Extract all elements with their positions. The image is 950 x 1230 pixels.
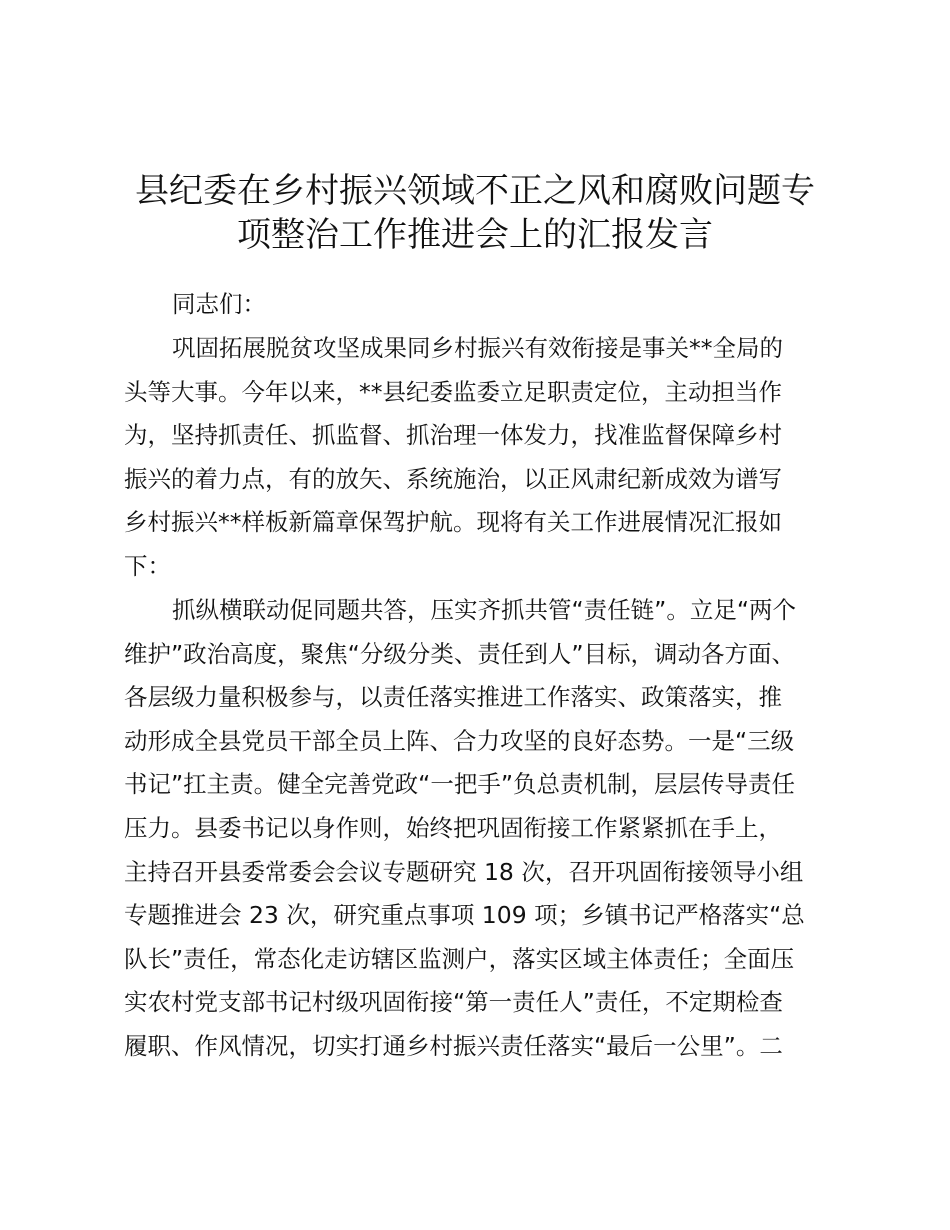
paragraph-line: 压力。县委书记以身作则，始终把巩固衔接工作紧紧抓在手上， bbox=[124, 813, 782, 842]
paragraph-line: 各层级力量积极参与，以责任落实推进工作落实、政策落实，推 bbox=[124, 683, 782, 712]
paragraph-1 bbox=[124, 327, 836, 589]
greeting: 同志们： bbox=[172, 290, 266, 318]
paragraph-2 bbox=[124, 589, 836, 1069]
paragraph-line: 动形成全县党员干部全员上阵、合力攻坚的良好态势。一是“三级 bbox=[124, 726, 795, 755]
document-title bbox=[110, 168, 840, 255]
title-line: 项整治工作推进会上的汇报发言 bbox=[237, 214, 713, 255]
paragraph-line: 乡村振兴**样板新篇章保驾护航。现将有关工作进展情况汇报如 bbox=[124, 508, 782, 537]
paragraph-line: 为，坚持抓责任、抓监督、抓治理一体发力，找准监督保障乡村 bbox=[124, 421, 782, 450]
paragraph-line: 下： bbox=[124, 551, 171, 580]
paragraph-line: 队长”责任，常态化走访辖区监测户，落实区域主体责任；全面压 bbox=[124, 944, 795, 973]
paragraph-line: 头等大事。今年以来，**县纪委监委立足职责定位，主动担当作 bbox=[124, 377, 782, 406]
paragraph-line: 主持召开县委常委会会议专题研究 18 次，召开巩固衔接领导小组 bbox=[124, 857, 804, 886]
paragraph-line: 履职、作风情况，切实打通乡村振兴责任落实“最后一公里”。二 bbox=[124, 1031, 783, 1060]
paragraph-line: 巩固拓展脱贫攻坚成果同乡村振兴有效衔接是事关**全局的 bbox=[172, 334, 783, 362]
paragraph-line: 维护”政治高度，聚焦“分级分类、责任到人”目标，调动各方面、 bbox=[124, 639, 796, 668]
paragraph-line: 实农村党支部书记村级巩固衔接“第一责任人”责任，不定期检查 bbox=[124, 988, 783, 1017]
paragraph-line: 振兴的着力点，有的放矢、系统施治，以正风肃纪新成效为谱写 bbox=[124, 464, 782, 493]
paragraph-line: 书记”扛主责。健全完善党政“一把手”负总责机制，层层传导责任 bbox=[124, 770, 796, 799]
paragraph-line: 抓纵横联动促同题共答，压实齐抓共管“责任链”。立足“两个 bbox=[172, 596, 797, 624]
paragraph-line: 专题推进会 23 次，研究重点事项 109 项；乡镇书记严格落实“总 bbox=[124, 901, 805, 930]
title-line: 县纪委在乡村振兴领域不正之风和腐败问题专 bbox=[135, 171, 815, 211]
